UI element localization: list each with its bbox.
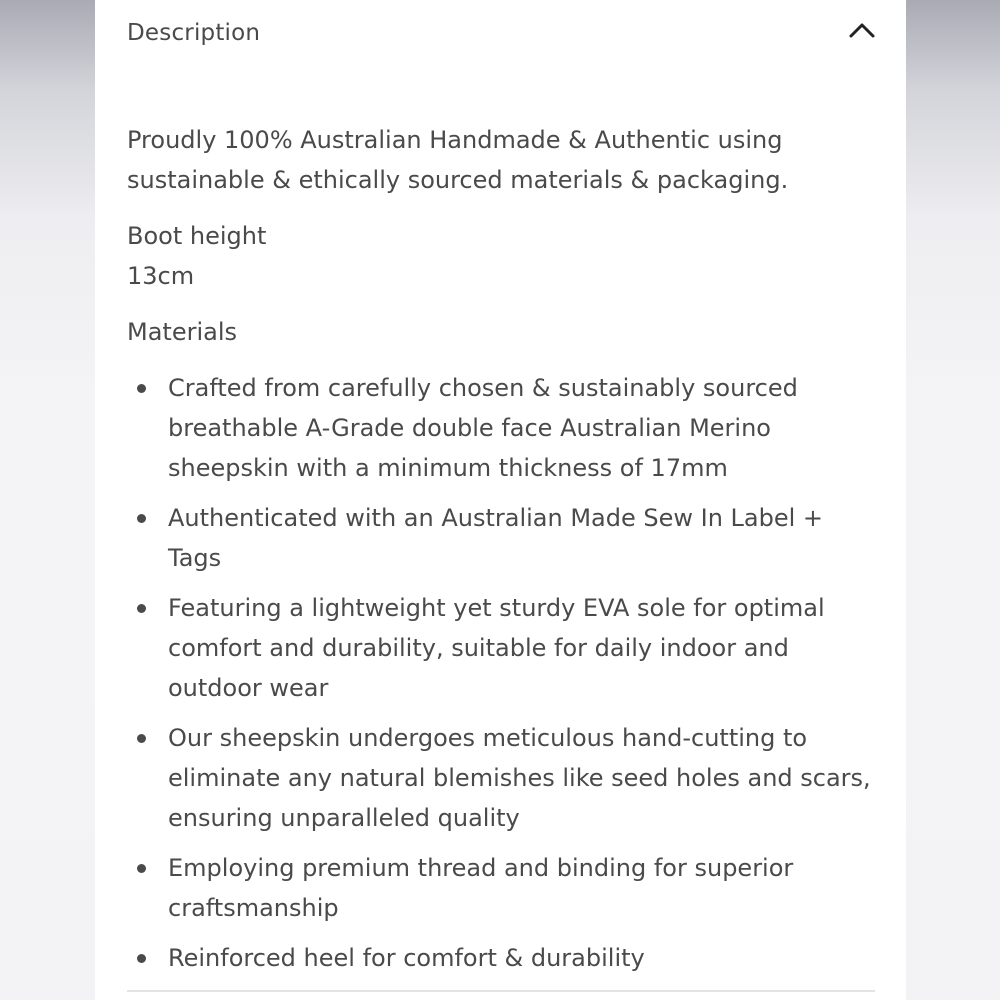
list-item <box>127 718 877 838</box>
bullet-icon <box>137 384 146 393</box>
bullet-icon <box>137 514 146 523</box>
background-left <box>0 0 95 1000</box>
boot-height-value: 13cm <box>127 262 195 290</box>
bullet-icon <box>137 954 146 963</box>
list-item <box>127 938 877 978</box>
list-item-text: Our sheepskin undergoes meticulous hand-cutting to eliminate any natural blemishes like seed holes and scars, ensuring unparalleled quality <box>168 724 871 832</box>
description-panel <box>95 0 906 1000</box>
materials-label: Materials <box>127 318 238 346</box>
list-item-text: Featuring a lightweight yet sturdy EVA sole for optimal comfort and durability, suitable for daily indoor and outdoor wear <box>168 594 825 702</box>
list-item <box>127 368 877 488</box>
boot-height-label: Boot height <box>127 222 267 250</box>
chevron-up-icon[interactable] <box>847 18 877 42</box>
description-content <box>127 120 877 988</box>
section-divider <box>127 990 875 992</box>
list-item <box>127 498 877 578</box>
list-item-text: Authenticated with an Australian Made Sew In Label + Tags <box>168 504 824 572</box>
materials-list <box>127 368 877 978</box>
background-right <box>906 0 1000 1000</box>
list-item <box>127 848 877 928</box>
intro-text: Proudly 100% Australian Handmade & Authentic using sustainable & ethically sourced materials & packaging. <box>127 126 789 194</box>
list-item-text: Employing premium thread and binding for superior craftsmanship <box>168 854 794 922</box>
accordion-title: Description <box>127 20 261 46</box>
bullet-icon <box>137 864 146 873</box>
list-item-text: Reinforced heel for comfort & durability <box>168 944 645 972</box>
description-accordion-toggle[interactable] <box>127 14 875 58</box>
bullet-icon <box>137 604 146 613</box>
bullet-icon <box>137 734 146 743</box>
list-item <box>127 588 877 708</box>
list-item-text: Crafted from carefully chosen & sustainably sourced breathable A-Grade double face Australian Merino sheepskin with a minimum thickness of 17mm <box>168 374 798 482</box>
